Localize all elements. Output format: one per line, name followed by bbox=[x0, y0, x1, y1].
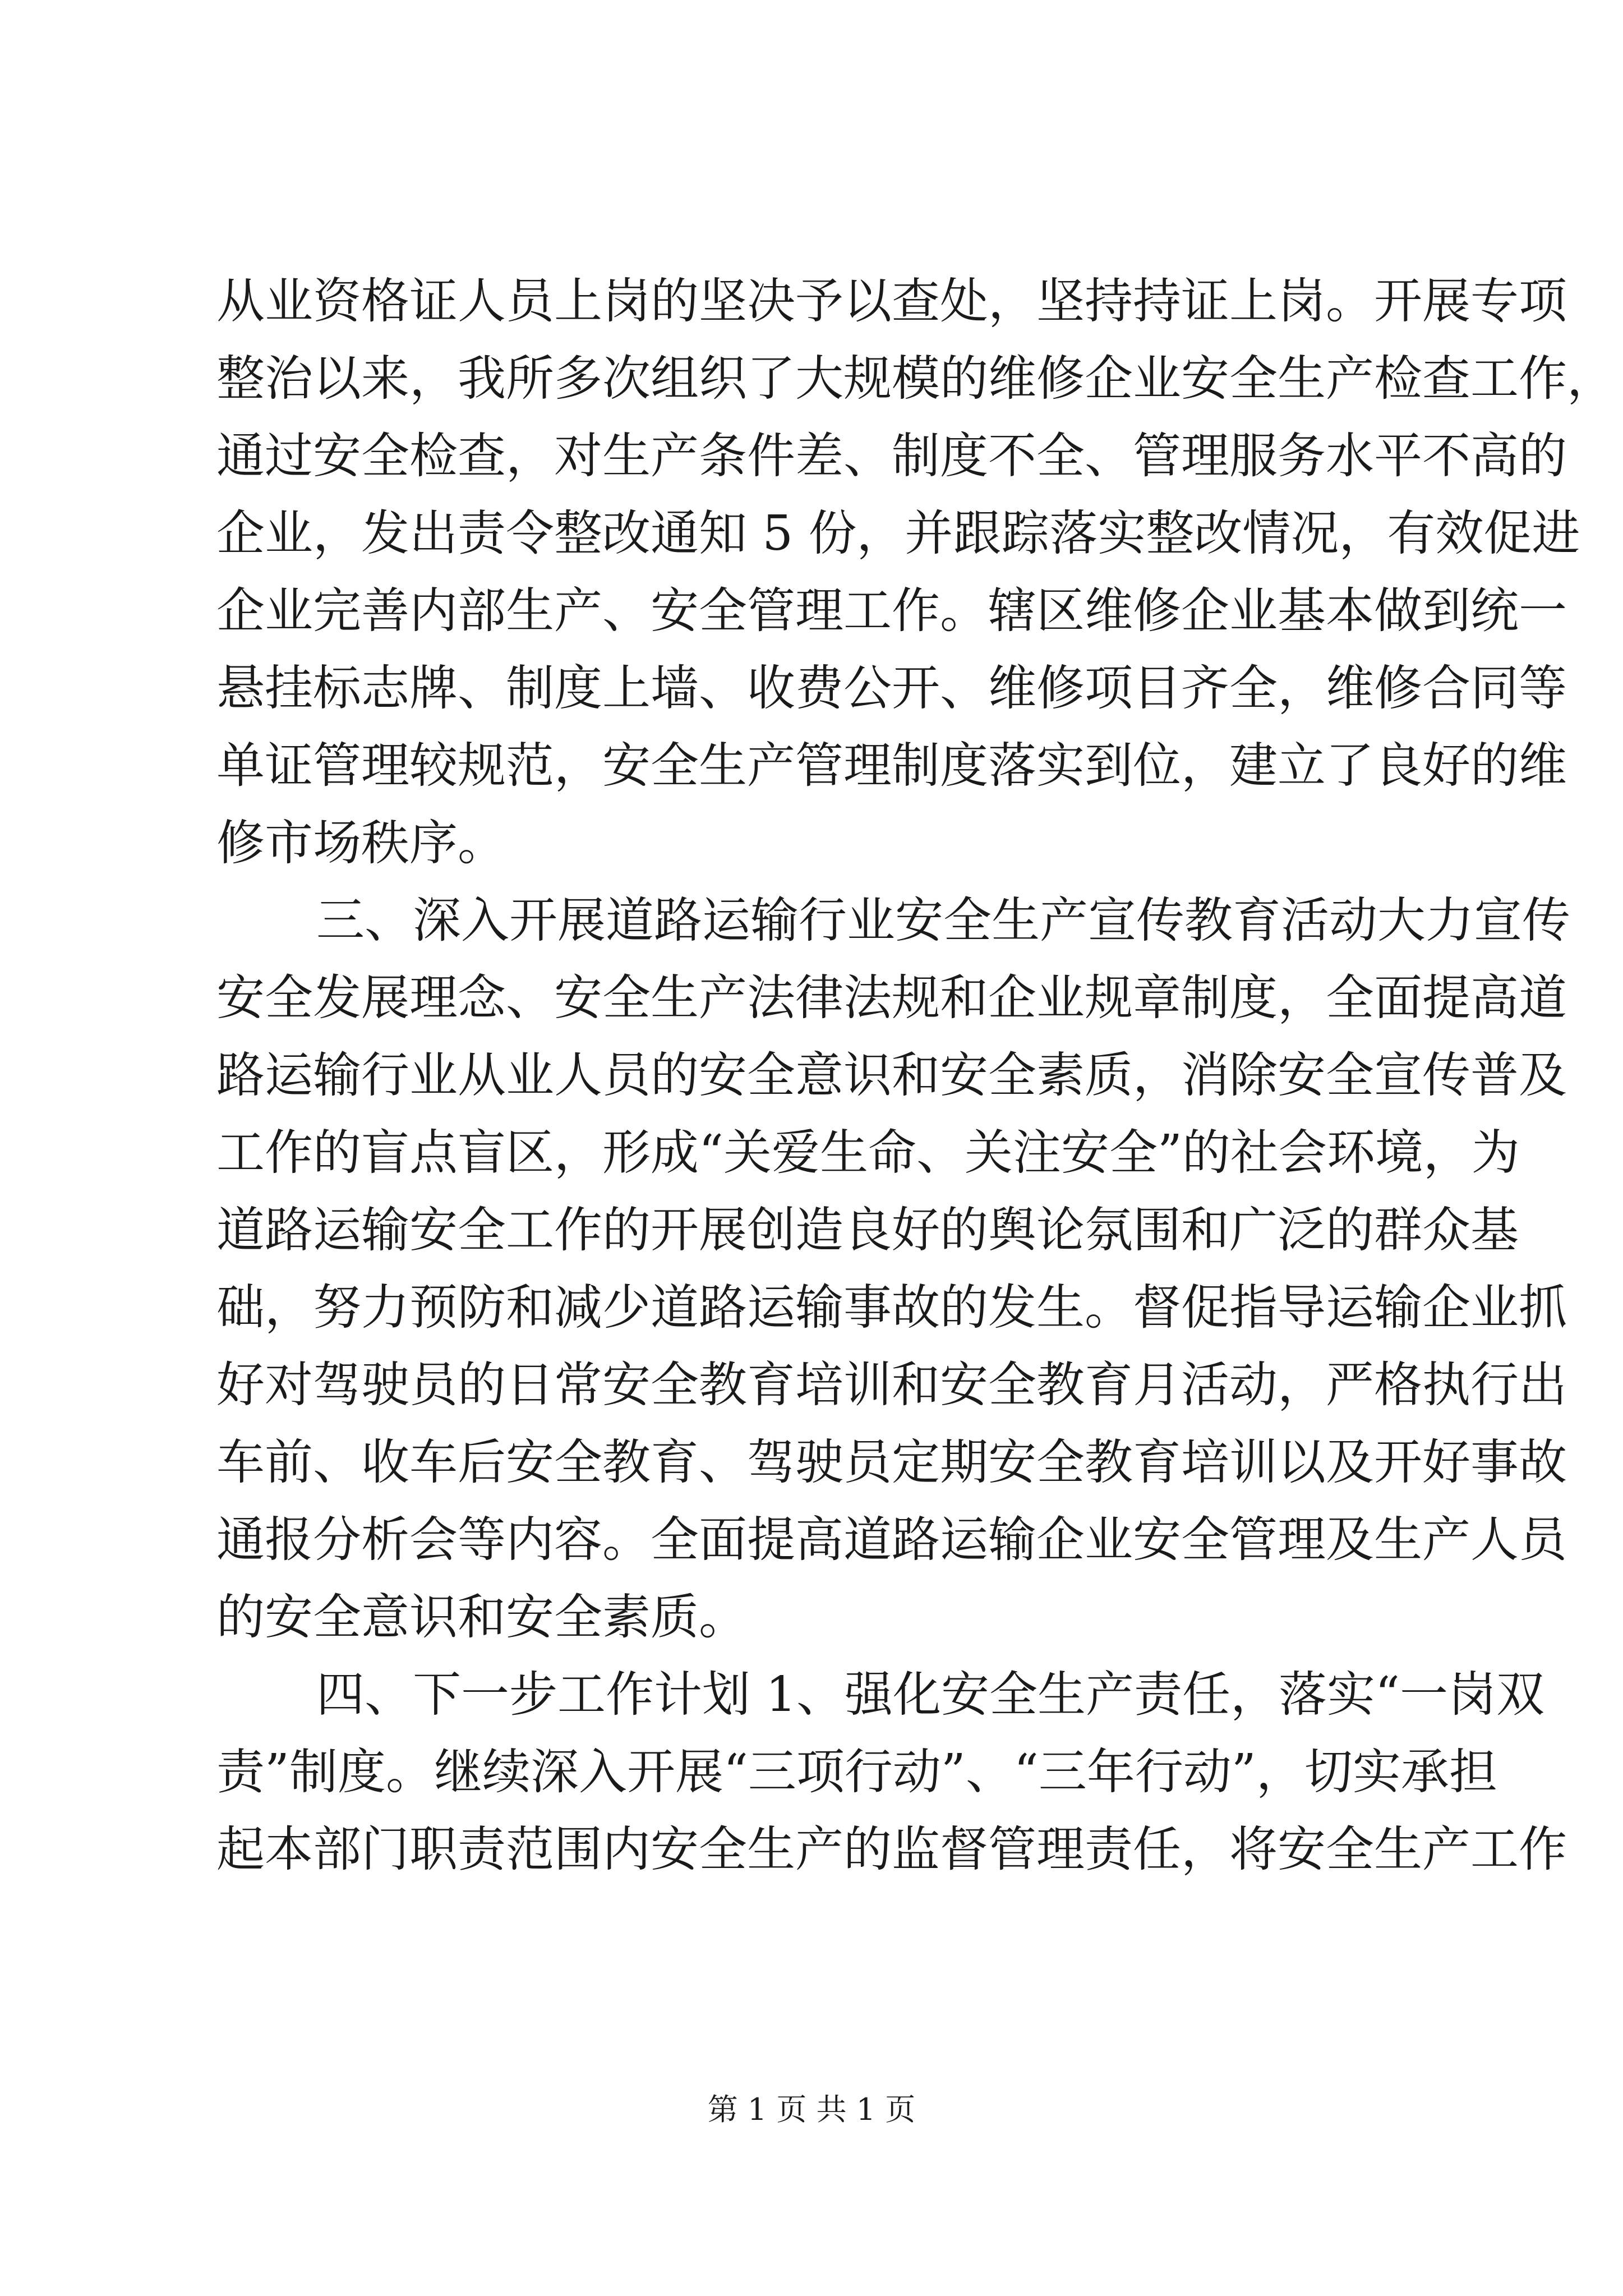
paragraph-line: 企业，发出责令整改通知 5 份，并跟踪落实整改情况，有效促进 bbox=[216, 505, 1580, 562]
paragraph-line: 通过安全检查，对生产条件差、制度不全、管理服务水平不高的 bbox=[216, 428, 1567, 484]
paragraph-line: 安全发展理念、安全生产法律法规和企业规章制度，全面提高道 bbox=[216, 970, 1567, 1026]
paragraph-line: 路运输行业从业人员的安全意识和安全素质，消除安全宣传普及 bbox=[216, 1047, 1567, 1103]
paragraph-line: 础，努力预防和减少道路运输事故的发生。督促指导运输企业抓 bbox=[216, 1280, 1567, 1336]
paragraph-line: 整治以来，我所多次组织了大规模的维修企业安全生产检查工作， bbox=[216, 351, 1615, 407]
paragraph-2-section-3 bbox=[216, 882, 1570, 1656]
page-footer: 第 1 页 共 1 页 bbox=[707, 2092, 916, 2127]
paragraph-line: 起本部门职责范围内安全生产的监督管理责任，将安全生产工作 bbox=[216, 1821, 1567, 1878]
paragraph-line: 单证管理较规范，安全生产管理制度落实到位，建立了良好的维 bbox=[216, 738, 1567, 794]
paragraph-line: 修市场秩序。 bbox=[216, 815, 506, 871]
paragraph-line: 好对驾驶员的日常安全教育培训和安全教育月活动，严格执行出 bbox=[216, 1357, 1567, 1413]
paragraph-3-section-4 bbox=[216, 1656, 1567, 1888]
paragraph-line: 悬挂标志牌、制度上墙、收费公开、维修项目齐全，维修合同等 bbox=[216, 660, 1567, 716]
paragraph-line: 三、深入开展道路运输行业安全生产宣传教育活动大力宣传 bbox=[316, 892, 1570, 949]
paragraph-line: 车前、收车后安全教育、驾驶员定期安全教育培训以及开好事故 bbox=[216, 1434, 1567, 1490]
paragraph-line: 道路运输安全工作的开展创造良好的舆论氛围和广泛的群众基 bbox=[216, 1202, 1519, 1258]
paragraph-line: 责”制度。继续深入开展“三项行动”、“三年行动”，切实承担 bbox=[216, 1744, 1497, 1800]
paragraph-line: 的安全意识和安全素质。 bbox=[216, 1589, 747, 1645]
paragraph-line: 四、下一步工作计划 1、强化安全生产责任，落实“一岗双 bbox=[316, 1667, 1545, 1723]
paragraph-line: 通报分析会等内容。全面提高道路运输企业安全管理及生产人员 bbox=[216, 1512, 1567, 1568]
paragraph-1 bbox=[216, 263, 1615, 882]
paragraph-line: 从业资格证人员上岗的坚决予以查处，坚持持证上岗。开展专项 bbox=[216, 273, 1567, 329]
document-body bbox=[216, 263, 1615, 1888]
paragraph-line: 企业完善内部生产、安全管理工作。辖区维修企业基本做到统一 bbox=[216, 583, 1567, 639]
paragraph-line: 工作的盲点盲区，形成“关爱生命、关注安全”的社会环境，为 bbox=[216, 1125, 1520, 1181]
